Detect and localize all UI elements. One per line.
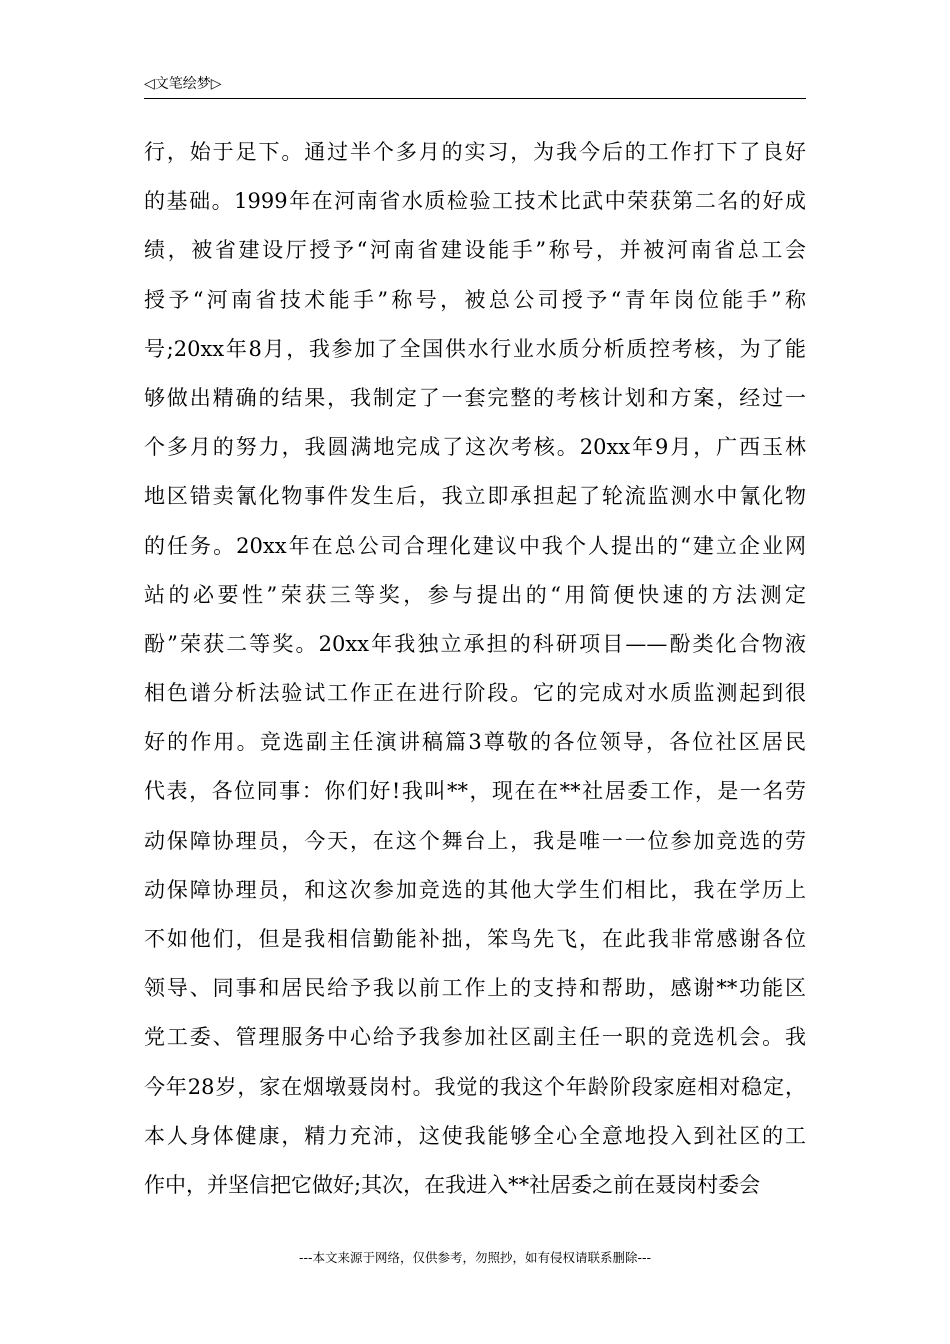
body-line: 代表，各位同事：你们好!我叫**，现在在**社居委工作，是一名劳 [144,779,806,804]
body-line: 领导、同事和居民给予我以前工作上的支持和帮助，感谢**功能区 [144,976,806,1001]
page-header [144,74,806,99]
footer-notice: ---本文来源于网络，仅供参考，勿照抄，如有侵权请联系删除--- [298,1250,652,1265]
body-line: 个多月的努力，我圆满地完成了这次考核。20xx年9月，广西玉林 [144,435,806,460]
body-line: 本人身体健康，精力充沛，这使我能够全心全意地投入到社区的工 [144,1123,806,1148]
body-line: 站的必要性”荣获三等奖，参与提出的“用简便快速的方法测定 [144,582,806,607]
body-line: 动保障协理员，和这次参加竞选的其他大学生们相比，我在学历上 [144,877,806,902]
body-line: 号;20xx年8月，我参加了全国供水行业水质分析质控考核，为了能 [144,336,806,361]
body-line: 绩，被省建设厅授予“河南省建设能手”称号，并被河南省总工会 [144,238,806,263]
body-line: 授予“河南省技术能手”称号，被总公司授予“青年岗位能手”称 [144,287,806,312]
body-line: 够做出精确的结果，我制定了一套完整的考核计划和方案，经过一 [144,385,806,410]
body-line: 今年28岁，家在烟墩聂岗村。我觉的我这个年龄阶段家庭相对稳定， [144,1074,806,1099]
body-line: 酚”荣获二等奖。20xx年我独立承担的科研项目——酚类化合物液 [144,631,806,656]
body-line: 动保障协理员，今天，在这个舞台上，我是唯一一位参加竞选的劳 [144,828,806,853]
body-line: 党工委、管理服务中心给予我参加社区副主任一职的竞选机会。我 [144,1025,806,1050]
body-line: 相色谱分析法验试工作正在进行阶段。它的完成对水质监测起到很 [144,681,806,706]
body-line: 的基础。1999年在河南省水质检验工技术比武中荣获第二名的好成 [144,189,806,214]
body-line: 行，始于足下。通过半个多月的实习，为我今后的工作打下了良好 [144,140,806,164]
body-line: 不如他们，但是我相信勤能补拙，笨鸟先飞，在此我非常感谢各位 [144,927,806,951]
header-title: ◁文笔绘梦▷ [144,76,222,92]
body-line: 作中，并坚信把它做好;其次，在我进入**社居委之前在聂岗村委会 [144,1172,761,1197]
body-line: 好的作用。竞选副主任演讲稿篇3尊敬的各位领导，各位社区居民 [144,730,806,755]
document-body [144,128,806,1210]
body-line: 地区错卖氰化物事件发生后，我立即承担起了轮流监测水中氰化物 [144,484,806,509]
body-line: 的任务。20xx年在总公司合理化建议中我个人提出的“建立企业网 [144,533,806,558]
page-footer [0,1250,950,1266]
